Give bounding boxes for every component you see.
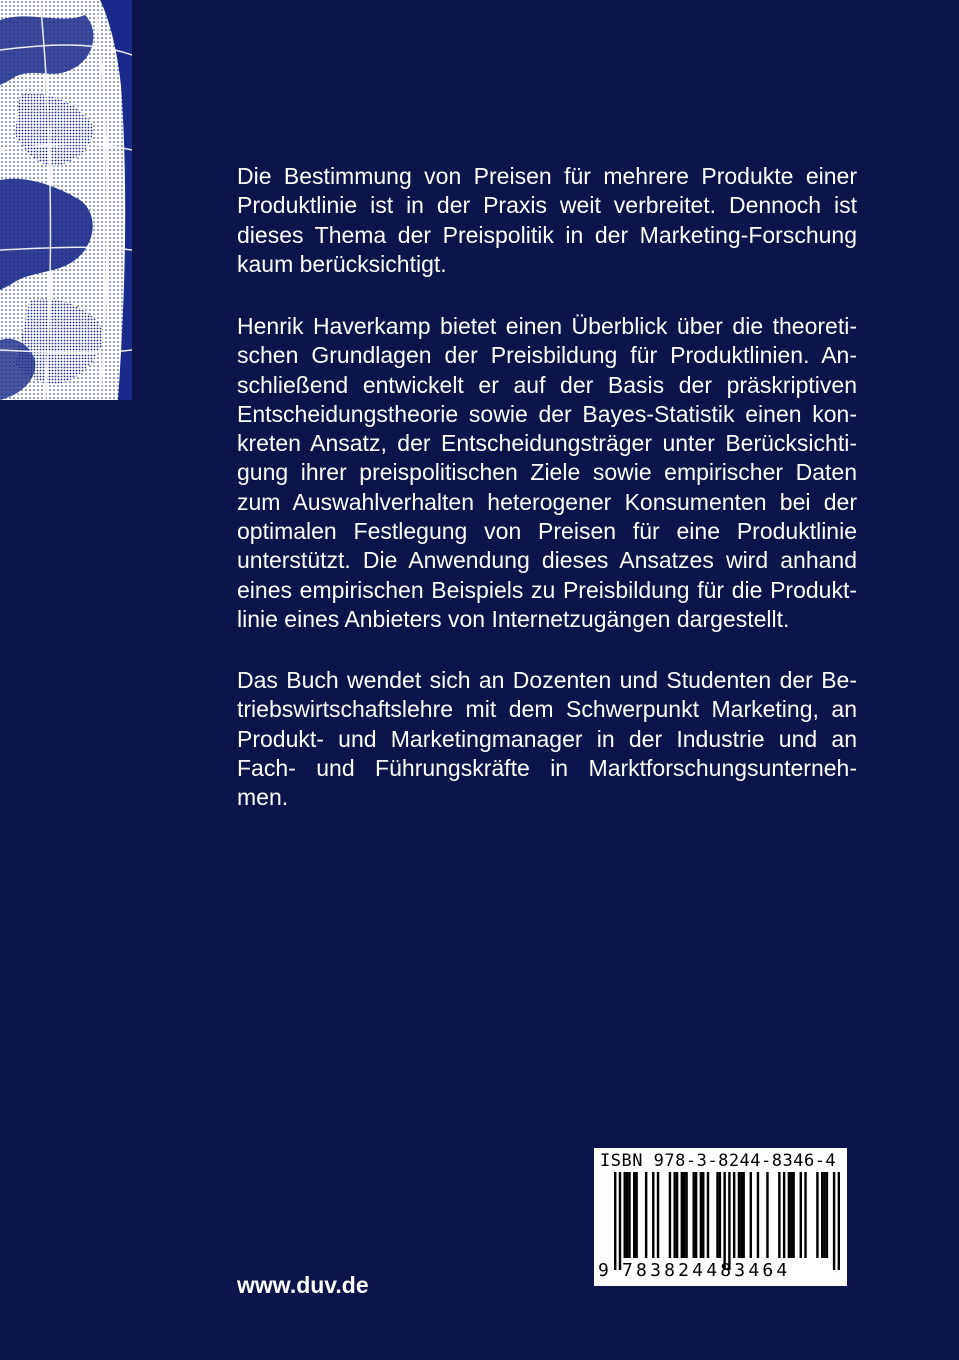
barcode-bar [614, 1172, 616, 1270]
text-line: optimalen Festlegung von Preisen für eine Produktlinie [237, 518, 857, 545]
barcode-bar [707, 1172, 709, 1258]
barcode-bar [821, 1172, 823, 1258]
barcode-bar [790, 1172, 792, 1258]
text-line: schen Grundlagen der Preisbildung für Produktlinien. An- [237, 342, 857, 369]
barcode-bar [695, 1172, 697, 1258]
publisher-url[interactable]: www.duv.de [237, 1272, 369, 1298]
barcode-bar [800, 1172, 802, 1258]
text-line: Die Bestimmung von Preisen für mehrere Produkte einer [237, 163, 857, 189]
text-line: linie eines Anbieters von Internetzugängen dargestellt. [237, 605, 790, 632]
barcode-bar [723, 1172, 725, 1270]
description-paragraph-1 [237, 162, 857, 279]
barcode-bar [823, 1172, 825, 1258]
ean-digits: 783824483464 [622, 1260, 791, 1281]
text-line: Entscheidungstheorie sowie der Bayes-Statistik einen kon- [237, 400, 857, 427]
isbn-label: ISBN 978-3-8244-8346-4 [600, 1151, 837, 1171]
barcode-bar [719, 1172, 721, 1258]
text-line: zum Auswahlverhalten heterogener Konsumenten bei der [237, 488, 857, 515]
barcode-bar [673, 1172, 675, 1258]
barcode-bar [750, 1172, 752, 1258]
barcode-bar [676, 1172, 678, 1258]
barcode-bar [628, 1172, 630, 1258]
barcode-bar [626, 1172, 628, 1258]
barcode-bar [728, 1172, 730, 1270]
text-line: schließend entwickelt er auf der Basis der präskriptiven [237, 371, 857, 398]
barcode-bar [702, 1172, 704, 1258]
barcode-bar [783, 1172, 785, 1258]
barcode-bar [693, 1172, 695, 1258]
text-line: men. [237, 784, 289, 811]
text-line: kaum berücksichtigt. [237, 250, 447, 277]
barcode-bar [645, 1172, 647, 1258]
barcode-bar [788, 1172, 790, 1258]
text-line: unterstützt. Die Anwendung dieses Ansatzes wird anhand [237, 547, 857, 574]
barcode-bar [633, 1172, 635, 1258]
text-line: Das Buch wendet sich an Dozenten und Studenten der Be- [237, 667, 857, 693]
text-line: triebswirtschaftslehre mit dem Schwerpunkt Marketing, an [237, 696, 857, 723]
barcode-bar [757, 1172, 759, 1258]
barcode-bar [778, 1172, 780, 1258]
barcode-bar [838, 1172, 840, 1270]
barcode-bar [657, 1172, 659, 1258]
text-line: dieses Thema der Preispolitik in der Marketing-Forschung [237, 221, 857, 248]
barcode-bar [804, 1172, 806, 1258]
barcode-bar [652, 1172, 654, 1258]
text-line: Produkt- und Marketingmanager in der Industrie und an [237, 725, 857, 752]
text-line: kreten Ansatz, der Entscheidungsträger unter Berücksichti- [237, 430, 857, 457]
text-line: eines empirischen Beispiels zu Preisbildung für die Produkt- [237, 576, 857, 603]
barcode-bar [738, 1172, 740, 1258]
barcode-bar [624, 1172, 626, 1258]
barcode-bar [685, 1172, 687, 1258]
description-paragraph-3 [237, 666, 857, 812]
barcode-bar [683, 1172, 685, 1258]
text-line: Fach- und Führungskräfte in Marktforschungsunterneh- [237, 754, 857, 781]
barcode-bar [833, 1172, 835, 1270]
barcode-bar [619, 1172, 621, 1270]
barcode-bar [733, 1172, 735, 1258]
barcode-bar [792, 1172, 794, 1258]
barcode-bar [742, 1172, 744, 1258]
barcode-bar [766, 1172, 768, 1258]
barcode-bar [700, 1172, 702, 1258]
text-line: gung ihrer preispolitischen Ziele sowie empirischer Daten [237, 459, 857, 486]
barcode-bar [669, 1172, 671, 1258]
barcode-bar [816, 1172, 818, 1258]
text-line: Henrik Haverkamp bietet einen Überblick über die theoreti- [237, 313, 857, 339]
barcode-bar [826, 1172, 828, 1258]
barcode-bar [716, 1172, 718, 1258]
barcode-bar [681, 1172, 683, 1258]
barcode-bars [614, 1172, 840, 1270]
description-paragraph-2 [237, 312, 857, 634]
ean-first-digit: 9 [598, 1260, 609, 1281]
text-line: Produktlinie ist in der Praxis weit verbreitet. Dennoch ist [237, 192, 857, 219]
barcode-bar [635, 1172, 637, 1258]
barcode-bar [740, 1172, 742, 1258]
isbn-barcode [594, 1148, 847, 1286]
globe-image [0, 0, 132, 400]
